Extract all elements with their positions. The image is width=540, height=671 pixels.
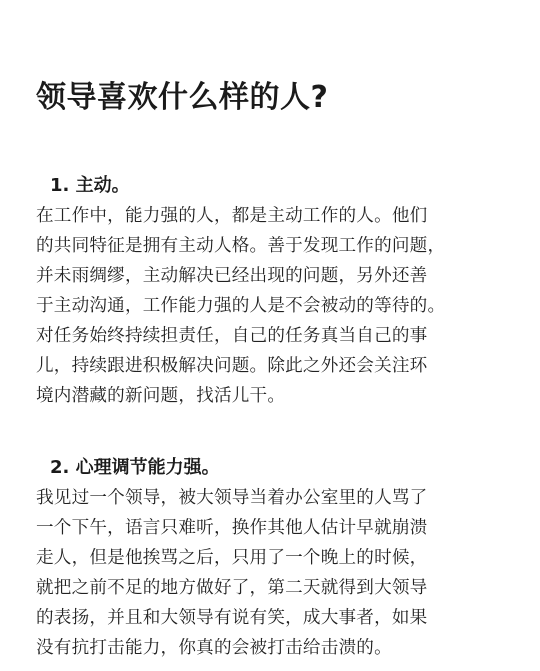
section-proactive bbox=[36, 171, 506, 411]
body-line: 的表扬，并且和大领导有说有笑，成大事者，如果 bbox=[36, 608, 428, 628]
body-line: 在工作中，能力强的人，都是主动工作的人。他们 bbox=[36, 206, 428, 226]
body-line: 的共同特征是拥有主动人格。善于发现工作的问题， bbox=[36, 236, 446, 256]
body-line: 我见过一个领导，被大领导当着办公室里的人骂了 bbox=[36, 488, 428, 508]
section-resilience bbox=[36, 453, 506, 663]
section-body bbox=[36, 483, 506, 663]
body-line: 没有抗打击能力，你真的会被打击给击溃的。 bbox=[36, 638, 392, 658]
body-line: 于主动沟通，工作能力强的人是不会被动的等待的。 bbox=[36, 296, 446, 316]
section-body bbox=[36, 201, 506, 411]
article-title: 领导喜欢什么样的人? bbox=[36, 80, 329, 116]
section-heading: 1. 主动。 bbox=[50, 175, 130, 196]
section-heading: 2. 心理调节能力强。 bbox=[50, 457, 220, 478]
body-line: 一个下午，语言只难听，换作其他人估计早就崩溃 bbox=[36, 518, 428, 538]
body-line: 并未雨绸缪，主动解决已经出现的问题，另外还善 bbox=[36, 266, 428, 286]
body-line: 儿，持续跟进积极解决问题。除此之外还会关注环 bbox=[36, 356, 428, 376]
body-line: 走人，但是他挨骂之后，只用了一个晚上的时候， bbox=[36, 548, 428, 568]
body-line: 就把之前不足的地方做好了，第二天就得到大领导 bbox=[36, 578, 428, 598]
body-line: 对任务始终持续担责任，自己的任务真当自己的事 bbox=[36, 326, 428, 346]
body-line: 境内潜藏的新问题，找活儿干。 bbox=[36, 386, 286, 406]
